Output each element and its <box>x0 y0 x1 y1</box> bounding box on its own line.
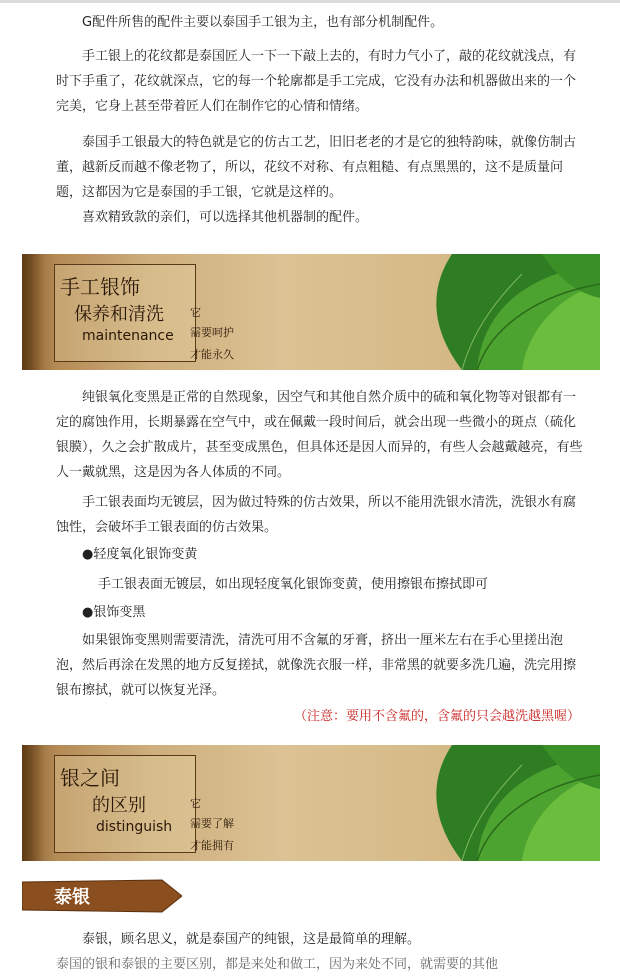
care-paragraph-1: 纯银氧化变黑是正常的自然现象，因空气和其他自然介质中的硫和氧化物等对银都有一定的腐蚀作用，长期暴露在空气中，或在佩戴一段时间后，就会出现一些微小的斑点（硫化银膜），久之会扩散成片，甚至变成黑色，但具体还是因人而异的，有些人会越戴越亮，有些人一戴就黑，这是因为各人体质的不同。 <box>56 390 583 480</box>
bullet-text: 如果银饰变黑则需要清洗，清洗可用不含氟的牙膏，挤出一厘米左右在手心里搓出泡泡，然后再涂在发黑的地方反复搓拭，就像洗衣服一样，非常黑的就要多洗几遍，洗完用擦银布擦拭，就可以恢复光泽。 <box>56 633 577 698</box>
maintenance-banner <box>22 254 600 370</box>
banner-title: 手工银饰 <box>60 275 140 299</box>
intro-paragraph-1: G配件所售的配件主要以泰国手工银为主，也有部分机制配件。 <box>82 15 444 30</box>
section-paragraph-1: 泰银，顾名思义，就是泰国产的纯银，这是最简单的理解。 <box>82 932 421 947</box>
section-paragraph-2: 泰国的银和泰银的主要区别，都是来处和做工，因为来处不同，就需要的其他 <box>56 957 499 972</box>
banner-side-text: 才能永久 <box>190 348 234 361</box>
banner-side-text: 才能拥有 <box>190 839 234 852</box>
banner-subtitle: 保养和清洗 <box>74 304 164 325</box>
section-tag-label: 泰银 <box>54 887 90 908</box>
section-tag-arrow <box>22 878 182 914</box>
banner-side-text: 它 <box>190 306 201 319</box>
banner-english-title: maintenance <box>82 328 174 344</box>
care-paragraph-2: 手工银表面均无镀层，因为做过特殊的仿古效果，所以不能用洗银水清洗，洗银水有腐蚀性，会破坏手工银表面的仿古效果。 <box>56 495 577 535</box>
banner-title: 银之间 <box>60 766 120 790</box>
warning-note: （注意：要用不含氟的，含氟的只会越洗越黑喔） <box>293 709 580 724</box>
intro-paragraph-2: 手工银上的花纹都是泰国匠人一下一下敲上去的，有时力气小了，敲的花纹就浅点，有时下手重了，花纹就深点，它的每一个轮廓都是手工完成，它没有办法和机器做出来的一个完美，它身上甚至带着匠人们在制作它的心情和情绪。 <box>56 49 577 114</box>
banner-subtitle: 的区别 <box>92 795 146 816</box>
banner-side-text: 需要呵护 <box>190 326 234 339</box>
banner-english-title: distinguish <box>96 819 173 835</box>
bullet-heading: ●轻度氧化银饰变黄 <box>82 547 198 562</box>
top-divider <box>0 0 620 3</box>
bullet-heading: ●银饰变黑 <box>82 605 146 620</box>
distinguish-banner <box>22 745 600 861</box>
intro-paragraph-4: 喜欢精致款的亲们，可以选择其他机器制的配件。 <box>82 210 369 225</box>
intro-paragraph-3: 泰国手工银最大的特色就是它的仿古工艺，旧旧老老的才是它的独特韵味，就像仿制古董，越新反而越不像老物了，所以，花纹不对称、有点粗糙、有点黑黑的，这不是质量问题，这都因为它是泰国的手工银，它就是这样的。 <box>56 135 577 200</box>
banner-side-text: 需要了解 <box>190 817 234 830</box>
bullet-text: 手工银表面无镀层，如出现轻度氧化银饰变黄，使用擦银布擦拭即可 <box>98 577 489 592</box>
banner-side-text: 它 <box>190 797 201 810</box>
